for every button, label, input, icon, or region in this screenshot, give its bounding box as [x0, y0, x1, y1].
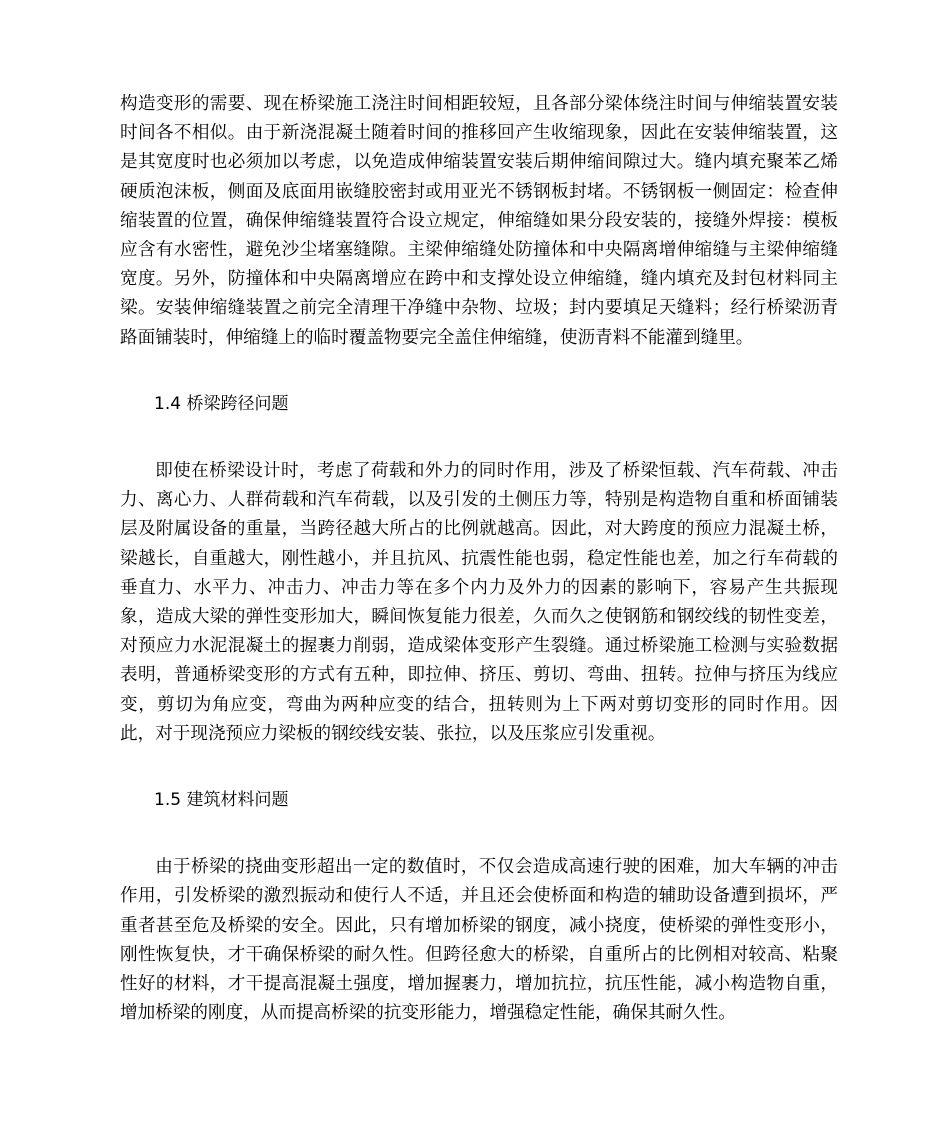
paragraph-bridge-span: 即使在桥梁设计时，考虑了荷载和外力的同时作用，涉及了桥梁恒载、汽车荷载、冲击力、离心力、人群荷载和汽车荷载，以及引发的土侧压力等，特别是构造物自重和桥面铺装层及附属设备的重量，当跨径越大所占的比例就越高。因此，对大跨度的预应力混凝土桥，梁越长，自重越大，刚性越小，并且抗风、抗震性能也弱，稳定性能也差，加之行车荷载的垂直力、水平力、冲击力、冲击力等在多个内力及外力的因素的影响下，容易产生共振现象，造成大梁的弹性变形加大，瞬间恢复能力很差，久而久之使钢筋和钢绞线的韧性变差，对预应力水泥混凝土的握裹力削弱，造成梁体变形产生裂缝。通过桥梁施工检测与实验数据表明，普通桥梁变形的方式有五种，即拉伸、挤压、剪切、弯曲、扭转。拉伸与挤压为线应变，剪切为角应变，弯曲为两种应变的结合，扭转则为上下两对剪切变形的同时作用。因此，对于现浇预应力梁板的钢绞线安装、张拉，以及压浆应引发重视。 — [120, 461, 838, 744]
paragraph-spacer — [120, 353, 838, 390]
document-body — [120, 90, 838, 1028]
section-heading-1-5: 1.5 建筑材料问题 — [154, 790, 289, 811]
heading-spacer — [120, 815, 838, 853]
paragraph-expansion-joint: 构造变形的需要、现在桥梁施工浇注时间相距较短，且各部分梁体绕注时间与伸缩装置安装时间各不相似。由于新浇混凝土随着时间的推移回产生收缩现象，因此在安装伸缩装置，这是其宽度时也必须加以考虑，以免造成伸缩装置安装后期伸缩间隙过大。缝内填充聚苯乙烯硬质泡沫板，侧面及底面用嵌缝胶密封或用亚光不锈钢板封堵。不锈钢板一侧固定：检查伸缩装置的位置，确保伸缩缝装置符合设立规定，伸缩缝如果分段安装的，接缝外焊接：模板应含有水密性，避免沙尘堵塞缝隙。主梁伸缩缝处防撞体和中央隔离增伸缩缝与主梁伸缩缝宽度。另外，防撞体和中央隔离增应在跨中和支撑处设立伸缩缝，缝内填充及封包材料同主梁。安装伸缩缝装置之前完全清理干净缝中杂物、垃圾；封内要填足天缝料；经行桥梁沥青路面铺装时，伸缩缝上的临时覆盖物要完全盖住伸缩缝，使沥青料不能灌到缝里。 — [120, 94, 838, 348]
section-heading-1-4: 1.4 桥梁跨径问题 — [154, 393, 289, 414]
heading-spacer — [120, 419, 838, 457]
paragraph-spacer — [120, 749, 838, 786]
paragraph-building-materials: 由于桥梁的挠曲变形超出一定的数值时，不仅会造成高速行驶的困难，加大车辆的冲击作用，引发桥梁的激烈振动和使行人不适，并且还会使桥面和构造的辅助设备遭到损坏，严重者甚至危及桥梁的安全。因此，只有增加桥梁的钢度，减小挠度，使桥梁的弹性变形小，刚性恢复快，才干确保桥梁的耐久性。但跨径愈大的桥梁，自重所占的比例相对较高、粘聚性好的材料，才干提高混凝土强度，增加握裹力，增加抗拉，抗压性能，减小构造物自重，增加桥梁的刚度，从而提高桥梁的抗变形能力，增强稳定性能，确保其耐久性。 — [120, 857, 838, 1024]
